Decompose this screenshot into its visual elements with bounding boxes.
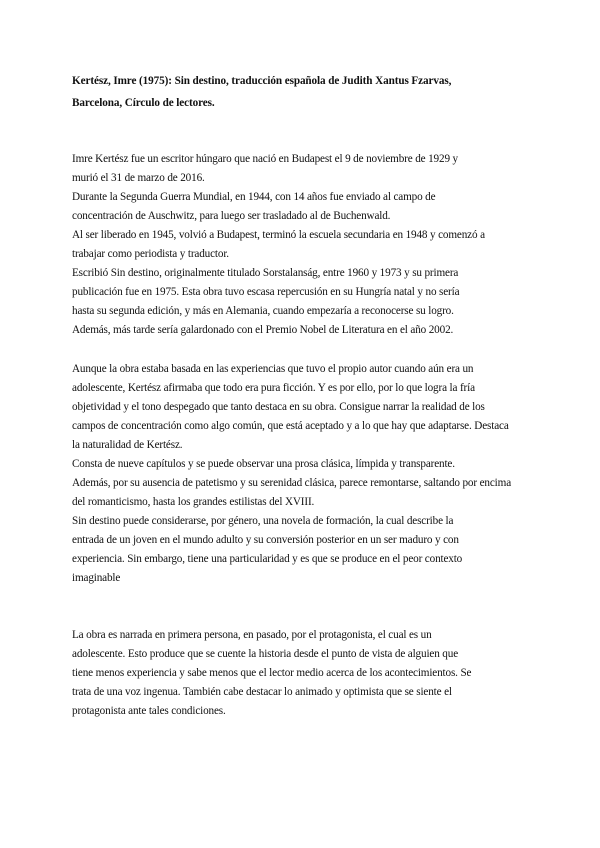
text-line: Al ser liberado en 1945, volvió a Budapest, terminó la escuela secundaria en 1948 y comenzó a (72, 229, 485, 241)
text-line: Sin destino puede considerarse, por género, una novela de formación, la cual describe la (72, 515, 454, 527)
document-title (72, 70, 542, 114)
text-line: campos de concentración como algo común, que está aceptado y a lo que hay que adaptarse. Destaca (72, 420, 509, 432)
text-line: imaginable (72, 572, 121, 584)
text-line: murió el 31 de marzo de 2016. (72, 172, 205, 184)
text-line: trabajar como periodista y traductor. (72, 248, 229, 260)
text-line: concentración de Auschwitz, para luego ser trasladado al de Buchenwald. (72, 210, 391, 222)
text-line: tiene menos experiencia y sabe menos que el lector medio acerca de los acontecimientos. Se (72, 667, 472, 679)
text-line: entrada de un joven en el mundo adulto y su conversión posterior en un ser maduro y con (72, 534, 459, 546)
text-line: objetividad y el tono despegado que tanto destaca en su obra. Consigue narrar la realidad de los (72, 401, 485, 413)
text-line: Además, por su ausencia de patetismo y su serenidad clásica, parece remontarse, saltando por encima (72, 477, 512, 489)
paragraph-author-biography (72, 150, 542, 340)
text-line: Además, más tarde sería galardonado con el Premio Nobel de Literatura en el año 2002. (72, 324, 454, 336)
text-line: adolescente. Esto produce que se cuente la historia desde el punto de vista de alguien que (72, 648, 459, 660)
text-line: protagonista ante tales condiciones. (72, 705, 226, 717)
text-line: Durante la Segunda Guerra Mundial, en 1944, con 14 años fue enviado al campo de (72, 191, 436, 203)
text-line: publicación fue en 1975. Esta obra tuvo escasa repercusión en su Hungría natal y no sería (72, 286, 460, 298)
paragraph-narration (72, 626, 542, 721)
text-line: La obra es narrada en primera persona, en pasado, por el protagonista, el cual es un (72, 629, 432, 641)
text-line: adolescente, Kertész afirmaba que todo era pura ficción. Y es por ello, por lo que logra la fría (72, 382, 475, 394)
text-line: hasta su segunda edición, y más en Alemania, cuando empezaría a reconocerse su logro. (72, 305, 454, 317)
text-line: trata de una voz ingenua. También cabe destacar lo animado y optimista que se siente el (72, 686, 452, 698)
text-line: Consta de nueve capítulos y se puede observar una prosa clásica, límpida y transparente. (72, 458, 455, 470)
text-line: del romanticismo, hasta los grandes estilistas del XVIII. (72, 496, 315, 508)
text-line: Escribió Sin destino, originalmente titulado Sorstalanság, entre 1960 y 1973 y su primera (72, 267, 459, 279)
text-line: Aunque la obra estaba basada en las experiencias que tuvo el propio autor cuando aún era un (72, 363, 474, 375)
text-line: experiencia. Sin embargo, tiene una particularidad y es que se produce en el peor contexto (72, 553, 463, 565)
text-line: Imre Kertész fue un escritor húngaro que nació en Budapest el 9 de noviembre de 1929 y (72, 153, 458, 165)
title-line: Barcelona, Círculo de lectores. (72, 97, 215, 109)
text-line: la naturalidad de Kertész. (72, 439, 183, 451)
title-line: Kertész, Imre (1975): Sin destino, traducción española de Judith Xantus Fzarvas, (72, 75, 452, 87)
paragraph-work-analysis (72, 360, 542, 588)
